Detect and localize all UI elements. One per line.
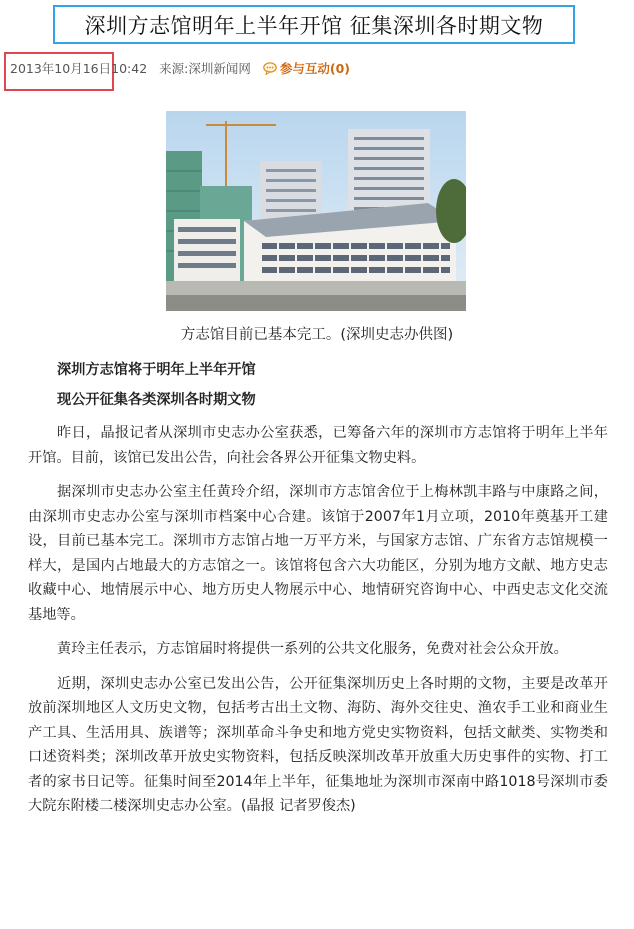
publish-date: 2013年10月16日	[10, 61, 112, 76]
paragraph-3: 黄玲主任表示，方志馆届时将提供一系列的公共文化服务，免费对社会公众开放。	[57, 641, 568, 657]
interact-label: 参与互动(0)	[279, 61, 351, 76]
subhead-2: 现公开征集各类深圳各时期文物	[57, 391, 256, 408]
paragraph-2: 据深圳市史志办公室主任黄玲介绍，深圳市方志馆舍位于上梅林凯丰路与中康路之间，由深圳市史志办公室与深圳市档案中心合建。该馆于2007年1月立项，2010年奠基开工建设，目前已基本完工。深圳市方志馆占地一万平方米，与国家方志馆、广东省方志馆规模一样大，是国内占地最大的方志馆之一。该馆将包含六大功能区，分别为地方文献、地方史志收藏中心、地情展示中心、地方历史人物展示中心、地情研究咨询中心、中西史志文化交流基地等。	[28, 484, 608, 623]
article-meta	[10, 58, 350, 78]
source-label: 来源:	[159, 61, 189, 76]
comment-bubble-icon	[263, 62, 278, 75]
publish-time: 10:42	[111, 60, 148, 76]
paragraph-4: 近期，深圳史志办公室已发出公告，公开征集深圳历史上各时期的文物，主要是改革开放前深圳地区人文历史文物，包括考古出土文物、海防、海外交往史、渔农手工业和商业生产工具、生活用具、族谱等；深圳革命斗争史和地方党史实物资料，包括文献类、实物类和口述资料类；深圳改革开放史实物资料，包括反映深圳改革开放重大历史事件的实物、打工者的家书日记等。征集时间至2014年上半年，征集地址为深圳市深南中路1018号深圳市委大院东附楼二楼深圳史志办公室。(晶报 记者罗俊杰)	[28, 675, 608, 814]
paragraph-1: 昨日，晶报记者从深圳市史志办公室获悉，已筹备六年的深圳市方志馆将于明年上半年开馆。目前，该馆已发出公告，向社会各界公开征集文物史料。	[28, 425, 608, 466]
title-highlight-box	[53, 5, 575, 44]
article-body	[28, 358, 608, 829]
photo-caption: 方志馆目前已基本完工。(深圳史志办供图)	[180, 327, 454, 343]
subhead-1: 深圳方志馆将于明年上半年开馆	[57, 362, 256, 378]
source-name: 深圳新闻网	[188, 61, 251, 76]
building-illustration	[166, 111, 466, 311]
interact-link[interactable]	[263, 59, 350, 77]
article-title: 深圳方志馆明年上半年开馆 征集深圳各时期文物	[84, 13, 544, 38]
article-photo	[166, 111, 466, 311]
